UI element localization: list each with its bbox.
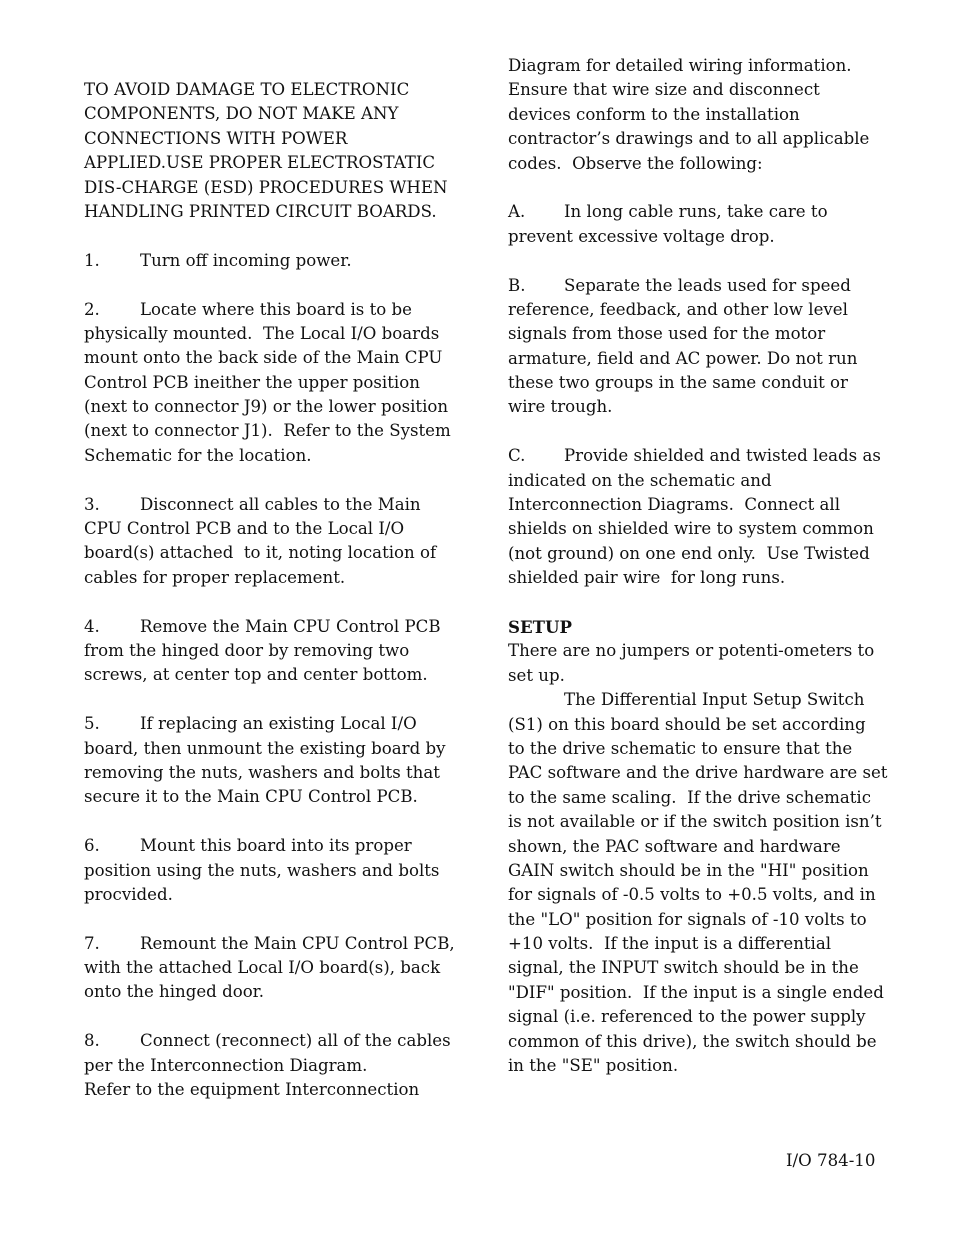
text-line [508,493,886,517]
text-line [84,346,456,370]
list-marker: C. [508,446,526,466]
list-marker: 3. [84,494,100,514]
text-line [84,785,456,809]
line-text: CONNECTIONS WITH POWER [84,128,348,148]
text-line [84,883,456,907]
right-column [508,54,886,1078]
text-line [508,542,886,566]
line-text: Remount the Main CPU Control PCB, [140,933,455,953]
line-text: APPLIED.USE PROPER ELECTROSTATIC [84,153,436,173]
line-text: signal, the INPUT switch should be in the [508,958,859,978]
line-text: HANDLING PRINTED CIRCUIT BOARDS. [84,201,437,221]
line-text: Ensure that wire size and disconnect [508,80,820,100]
list-marker: 1. [84,250,100,270]
line-text: cables for proper replacement. [84,567,346,587]
text-line [84,712,456,736]
line-text: mount onto the back side of the Main CPU [84,348,443,368]
section-heading: SETUP [508,616,572,637]
line-text: procvided. [84,884,173,904]
line-text: common of this drive), the switch should be [508,1031,877,1051]
text-line [84,1029,456,1053]
line-text: Provide shielded and twisted leads as [564,446,881,466]
line-text: Schematic for the location. [84,445,312,465]
line-text: shields on shielded wire to system common [508,519,874,539]
line-text: The Differential Input Setup Switch [564,690,865,710]
left-column [84,78,456,1102]
line-text: shielded pair wire for long runs. [508,568,786,588]
text-line [84,249,456,273]
text-line [84,615,456,639]
text-line [508,664,886,688]
text-line [508,883,886,907]
text-line [508,615,886,639]
line-text: physically mounted. The Local I/O boards [84,323,440,343]
text-line [508,298,886,322]
list-marker: 4. [84,616,100,636]
text-line [84,468,456,492]
line-text: to the same scaling. If the drive schematic [508,787,872,807]
line-text: these two groups in the same conduit or [508,373,848,393]
text-line [508,152,886,176]
text-line [84,834,456,858]
line-text: Interconnection Diagrams. Connect all [508,495,841,515]
text-line [84,737,456,761]
line-text: is not available or if the switch position isn’t [508,812,882,832]
line-text: in the "SE" position. [508,1056,679,1076]
line-text: COMPONENTS, DO NOT MAKE ANY [84,104,399,124]
line-text: set up. [508,665,565,685]
line-text: TO AVOID DAMAGE TO ELECTRONIC [84,80,410,99]
text-line [84,932,456,956]
line-text: (not ground) on one end only. Use Twisted [508,543,870,563]
text-line [508,591,886,615]
text-line [508,810,886,834]
text-line [508,54,886,78]
text-line [84,176,456,200]
text-line [508,981,886,1005]
line-text: signal (i.e. referenced to the power supply [508,1007,866,1027]
text-line [84,78,456,102]
line-text: PAC software and the drive hardware are set [508,763,888,783]
text-line [508,103,886,127]
line-text: CPU Control PCB and to the Local I/O [84,519,405,539]
text-line [84,859,456,883]
line-text: codes. Observe the following: [508,153,763,173]
text-line [84,566,456,590]
line-text: Turn off incoming power. [140,250,352,270]
text-line [508,225,886,249]
text-line [84,298,456,322]
line-text: Connect (reconnect) all of the cables [140,1031,451,1051]
line-text: indicated on the schematic and [508,470,772,490]
text-line [508,932,886,956]
text-line [508,1030,886,1054]
line-text: Disconnect all cables to the Main [140,494,421,514]
text-line [84,1054,456,1078]
text-line [508,200,886,224]
text-line [84,907,456,931]
text-line [508,688,886,712]
text-line [508,639,886,663]
text-line [84,1005,456,1029]
text-line [84,517,456,541]
line-text: GAIN switch should be in the "HI" position [508,860,869,880]
text-line [508,1054,886,1078]
text-line [508,249,886,273]
text-line [84,810,456,834]
line-text: Mount this board into its proper [140,836,412,856]
text-line [84,273,456,297]
list-marker: 5. [84,714,100,734]
line-text: contractor’s drawings and to all applicable [508,129,870,149]
text-line [84,663,456,687]
text-line [508,835,886,859]
list-marker: B. [508,275,526,295]
line-text: the "LO" position for signals of -10 volts to [508,909,867,929]
line-text: prevent excessive voltage drop. [508,226,775,246]
text-line [508,908,886,932]
text-line [84,444,456,468]
text-line [508,859,886,883]
list-marker: A. [508,202,526,222]
line-text: Control PCB ineither the upper position [84,372,420,392]
text-line [508,737,886,761]
text-line [84,1078,456,1102]
text-line [84,980,456,1004]
line-text: for signals of -0.5 volts to +0.5 volts, and in [508,885,876,905]
text-line [508,347,886,371]
text-line [508,322,886,346]
text-line [508,469,886,493]
text-line [508,127,886,151]
line-text: with the attached Local I/O board(s), back [84,958,441,978]
text-line [508,786,886,810]
page-footer: I/O 784-10 [786,1151,876,1170]
line-text: Separate the leads used for speed [564,275,851,295]
line-text: In long cable runs, take care to [564,202,828,222]
line-text: (next to connector J1). Refer to the System [84,421,451,441]
text-line [84,493,456,517]
line-text: armature, field and AC power. Do not run [508,348,858,368]
line-text: +10 volts. If the input is a differential [508,934,832,954]
line-text: If replacing an existing Local I/O [140,714,417,734]
text-line [84,102,456,126]
text-line [84,127,456,151]
text-line [508,566,886,590]
text-line [84,590,456,614]
text-line [84,200,456,224]
line-text: per the Interconnection Diagram. [84,1055,368,1075]
line-text: secure it to the Main CPU Control PCB. [84,787,418,807]
line-text: (next to connector J9) or the lower position [84,397,449,417]
list-marker: 8. [84,1031,100,1051]
text-line [84,224,456,248]
list-marker: 2. [84,299,100,319]
text-line [508,1005,886,1029]
line-text: board, then unmount the existing board by [84,738,446,758]
line-text: screws, at center top and center bottom. [84,665,428,685]
line-text: wire trough. [508,397,613,417]
text-line [508,176,886,200]
line-text: Remove the Main CPU Control PCB [140,616,441,636]
text-line [84,419,456,443]
line-text: from the hinged door by removing two [84,640,410,660]
line-text: removing the nuts, washers and bolts that [84,762,440,782]
text-line [508,395,886,419]
line-text: devices conform to the installation [508,104,800,124]
line-text: Refer to the equipment Interconnection [84,1080,420,1100]
line-text: board(s) attached to it, noting location of [84,543,437,563]
text-line [508,274,886,298]
line-text: DIS-CHARGE (ESD) PROCEDURES WHEN [84,177,448,197]
line-text: to the drive schematic to ensure that the [508,738,853,758]
text-line [508,371,886,395]
text-line [84,151,456,175]
text-line [508,444,886,468]
line-text: shown, the PAC software and hardware [508,836,841,856]
text-line [84,761,456,785]
list-marker: 7. [84,933,100,953]
text-line [84,541,456,565]
text-line [508,517,886,541]
text-line [84,688,456,712]
text-line [84,371,456,395]
line-text: (S1) on this board should be set according [508,714,866,734]
text-line [508,420,886,444]
line-text: "DIF" position. If the input is a single ended [508,982,884,1002]
line-text: There are no jumpers or potenti-ometers to [508,641,875,661]
text-line [508,78,886,102]
line-text: Locate where this board is to be [140,299,412,319]
text-line [84,395,456,419]
line-text: onto the hinged door. [84,982,265,1002]
text-line [84,322,456,346]
text-line [84,639,456,663]
list-marker: 6. [84,836,100,856]
text-line [508,761,886,785]
text-line [508,956,886,980]
line-text: reference, feedback, and other low level [508,299,848,319]
line-text: signals from those used for the motor [508,324,826,344]
line-text: Diagram for detailed wiring information. [508,56,852,75]
line-text: position using the nuts, washers and bolts [84,860,440,880]
text-line [84,956,456,980]
text-line [508,713,886,737]
